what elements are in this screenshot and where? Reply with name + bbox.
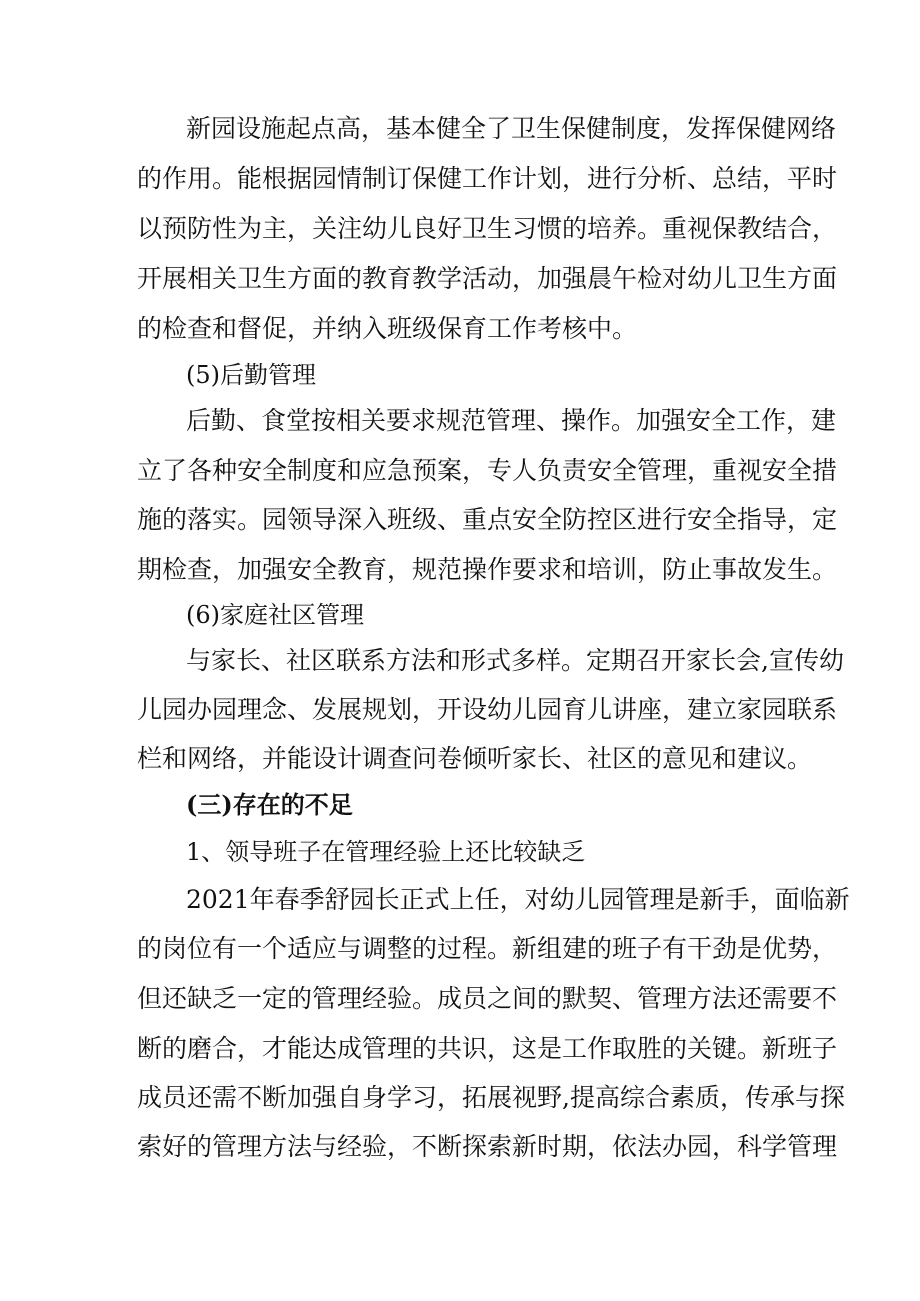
paragraph-logistics-line-4: 期检查，加强安全教育，规范操作要求和培训，防止事故发生。 [137,555,838,584]
paragraph-health-line-4: 开展相关卫生方面的教育教学活动，加强晨午检对幼儿卫生方面 [137,264,838,293]
paragraph-leadership-line-5: 成员还需不断加强自身学习，拓展视野,提高综合素质，传承与探 [137,1083,845,1112]
paragraph-leadership-line-3: 但还缺乏一定的管理经验。成员之间的默契、管理方法还需要不 [137,984,838,1013]
heading-family-community: (6)家庭社区管理 [186,601,364,629]
paragraph-family-line-3: 栏和网络，并能设计调查问卷倾听家长、社区的意见和建议。 [137,744,813,773]
paragraph-leadership-line-4: 断的磨合，才能达成管理的共识，这是工作取胜的关键。新班子 [137,1034,838,1063]
heading-leadership: 1、领导班子在管理经验上还比较缺乏 [186,838,586,866]
paragraph-family-line-2: 儿园办园理念、发展规划，开设幼儿园育儿讲座，建立家园联系 [137,695,838,724]
paragraph-family-line-1: 与家长、社区联系方法和形式多样。定期召开家长会,宣传幼 [186,646,844,675]
heading-shortcomings: (三)存在的不足 [186,790,353,819]
paragraph-leadership-line-6: 索好的管理方法与经验，不断探索新时期，依法办园，科学管理 [137,1132,838,1161]
paragraph-leadership-line-1: 2021年春季舒园长正式上任，对幼儿园管理是新手，面临新 [186,885,850,914]
paragraph-health-line-5: 的检查和督促，并纳入班级保育工作考核中。 [137,314,638,343]
paragraph-leadership-line-2: 的岗位有一个适应与调整的过程。新组建的班子有干劲是优势， [137,934,838,963]
paragraph-logistics-line-1: 后勤、食堂按相关要求规范管理、操作。加强安全工作，建 [186,406,837,435]
paragraph-health-line-2: 的作用。能根据园情制订保健工作计划，进行分析、总结，平时 [137,164,838,193]
paragraph-health-line-1: 新园设施起点高，基本健全了卫生保健制度，发挥保健网络 [186,114,837,143]
paragraph-logistics-line-2: 立了各种安全制度和应急预案，专人负责安全管理，重视安全措 [137,456,838,485]
heading-logistics: (5)后勤管理 [186,361,316,389]
paragraph-logistics-line-3: 施的落实。园领导深入班级、重点安全防控区进行安全指导，定 [137,505,838,534]
paragraph-health-line-3: 以预防性为主，关注幼儿良好卫生习惯的培养。重视保教结合， [137,214,838,243]
